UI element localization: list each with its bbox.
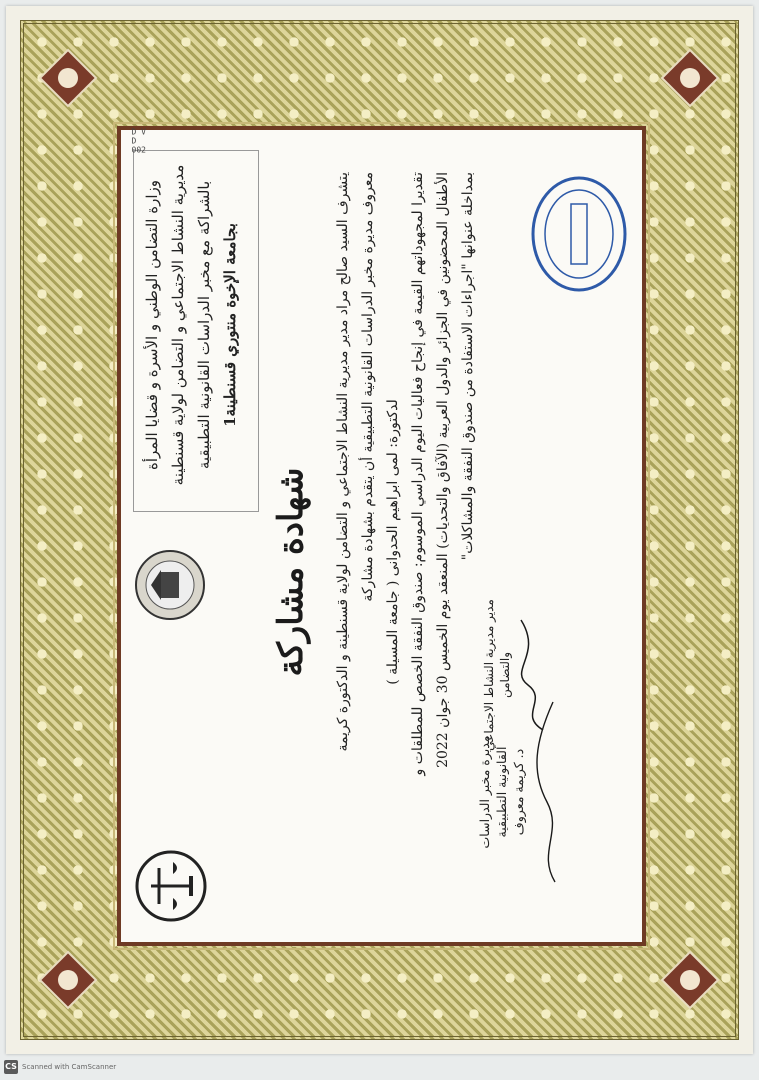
- corner-ornament-icon: [36, 948, 100, 1012]
- corner-ornament-icon: [658, 948, 722, 1012]
- corner-ornament-icon: [36, 46, 100, 110]
- certificate-page: [6, 6, 753, 1054]
- certificate-body: [331, 172, 481, 912]
- header-text: [139, 160, 243, 490]
- scanner-text: Scanned with CamScanner: [22, 1063, 117, 1071]
- corner-ornament-icon: [658, 46, 722, 110]
- body-line: معروف مديرة مخبر الدراسات القانونية التطبيقية أن يتقدم بشهادة مشاركة: [360, 172, 376, 602]
- ministry-name: وزارة التضامن الوطني و الأسرة و قضايا المرأة: [143, 180, 161, 471]
- body-line: يتشرف السيد صالح مراد مدير مديرية النشاط الاجتماعي و التضامن لولاية قسنطينة و الدكتورة كريمة: [335, 172, 351, 752]
- body-line: الأطفال المحضونين في الجزائر والدول العربية (الآفاق والتحديات) المنعقد يوم الخميس 30 جوان 2022: [435, 172, 451, 768]
- camscanner-icon: CS: [4, 1060, 18, 1074]
- signature-name: د. كريمة معروف: [511, 748, 526, 836]
- certificate-content-area: [117, 126, 646, 946]
- document-code: D V D 002: [131, 127, 146, 155]
- university-name: بجامعة الإخوة منتوري قسنطينة1: [221, 223, 239, 427]
- signature-title: مدير مديرية النشاط الاجتماعي: [482, 599, 496, 751]
- scanner-watermark: [4, 1060, 116, 1074]
- lab-director-signature-block: [476, 682, 571, 902]
- partnership-line: بالشراكة مع مخبر الدراسات القانونية التطبيقية: [195, 180, 213, 470]
- official-stamp-icon: [529, 174, 629, 294]
- scales-of-justice-icon: [133, 848, 209, 924]
- signature-title: والتضامن: [498, 651, 512, 699]
- directorate-name: مديرية النشاط الاجتماعي و التضامن لولاية قسنطينة: [169, 164, 187, 486]
- recipient-line: لدكتورة: لمى ابراهيم الحدوانی ( جامعة المسيلة ): [385, 399, 401, 685]
- rotated-content: [121, 127, 642, 942]
- signature-icon: [527, 692, 567, 892]
- signature-title: القانونية التطبيقية: [494, 746, 509, 838]
- body-line: تقديرا لمجهوداتهم القيمة في إنجاح فعاليات اليوم الدراسي الموسوم: صندوق النفقة الخصص للمطلقات و: [410, 172, 426, 776]
- certificate-title: شهادة مشاركة: [271, 467, 311, 677]
- signature-title: مديرة مخبر الدراسات: [477, 735, 492, 849]
- body-line: بمداخلة عنوانها "اجراءات الاستفادة من صندوق النفقة والمشاكلات": [460, 172, 476, 561]
- university-emblem-icon: [133, 548, 207, 622]
